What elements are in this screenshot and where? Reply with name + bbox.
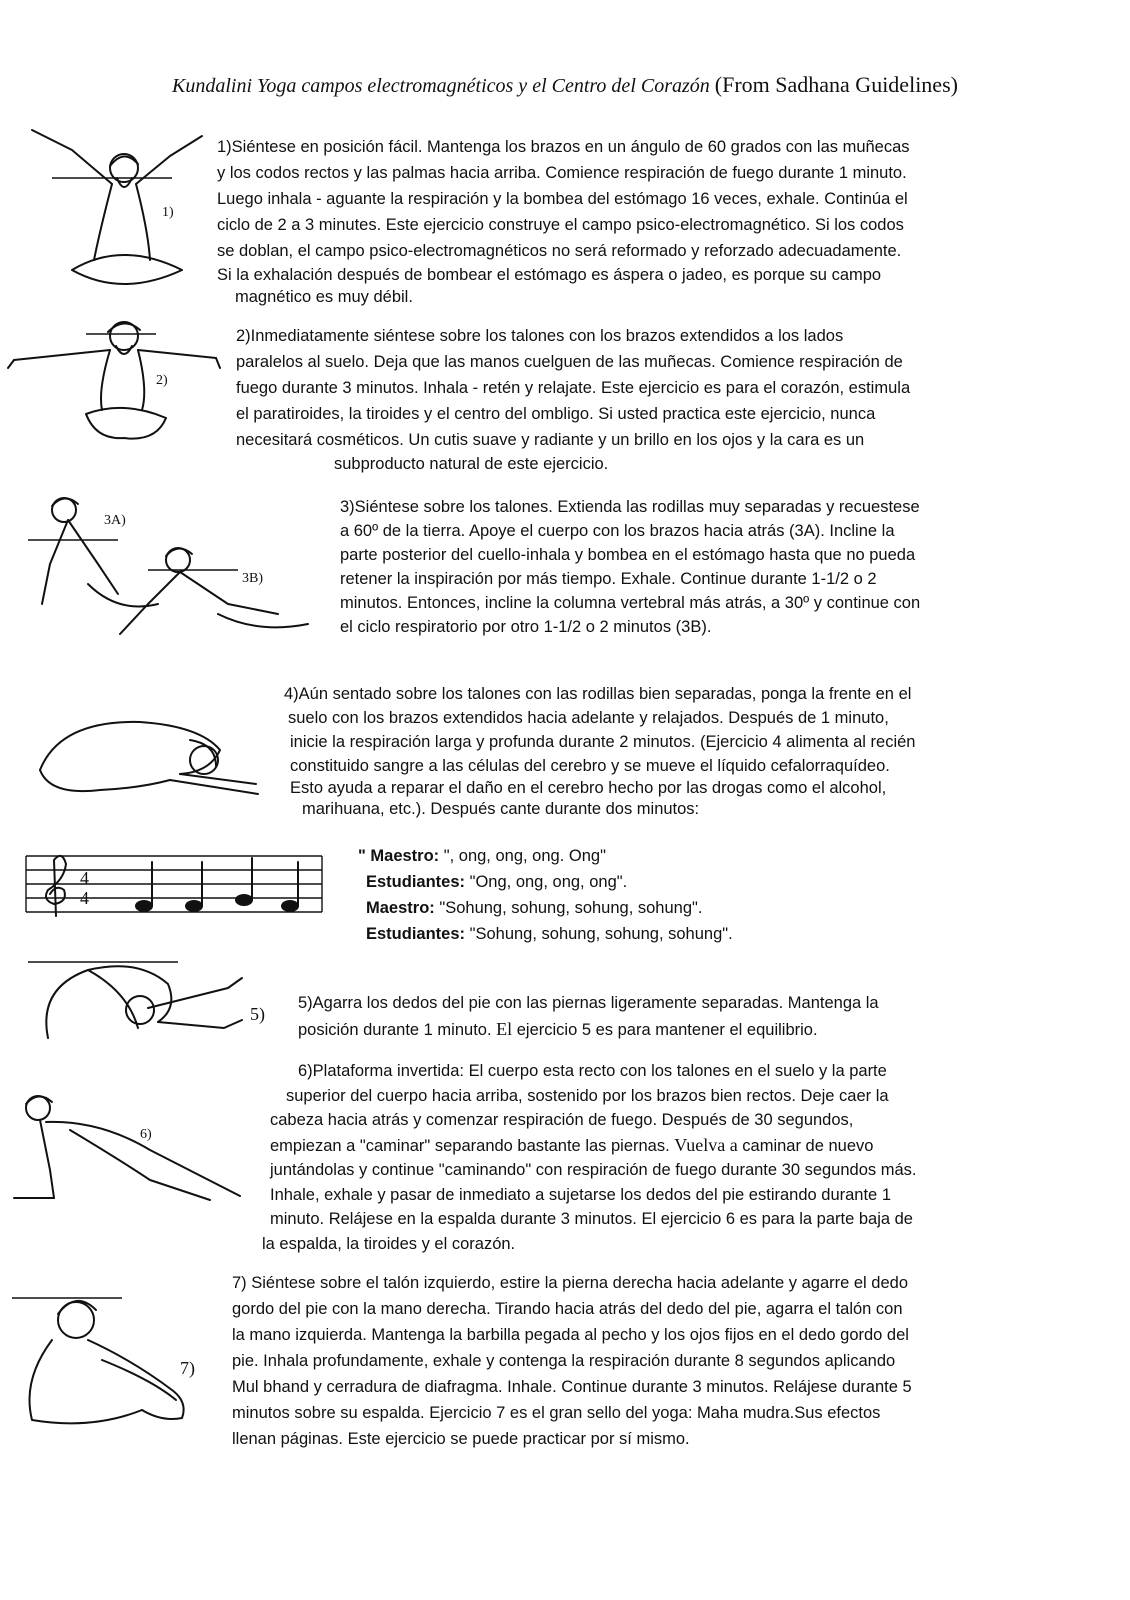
figure-3b-label: 3B) (242, 571, 263, 586)
exercise-6-serif-segment: Vuelva a (674, 1134, 738, 1155)
chant-text: "Sohung, sohung, sohung, sohung". (465, 925, 733, 943)
exercise-6-line: cabeza hacia atrás y comenzar respiración de fuego. Después de 30 segundos, (270, 1111, 854, 1129)
title-source: (From Sadhana Guidelines) (714, 72, 958, 97)
exercise-4-text (284, 682, 916, 820)
exercise-3-line: el ciclo respiratorio por otro 1-1/2 o 2 minutos (3B). (340, 618, 712, 636)
exercise-5-line: posición durante 1 minuto. El ejercicio 5 es para mantener el equilibrio. (298, 1019, 818, 1039)
exercise-6-line: 6)Plataforma invertida: El cuerpo esta recto con los talones en el suelo y la parte (298, 1062, 887, 1080)
exercise-7-line: la mano izquierda. Mantenga la barbilla pegada al pecho y los ojos fijos en el dedo gordo del (232, 1326, 909, 1344)
exercise-1-line: Si la exhalación después de bombear el estómago es áspera o jadeo, es porque su campo (217, 266, 882, 284)
chant-text: "Ong, ong, ong, ong". (465, 873, 628, 891)
music-staff (22, 846, 332, 926)
exercise-7-line: gordo del pie con la mano derecha. Tirando hacia atrás del dedo del pie, agarra el talón con (232, 1300, 903, 1318)
exercise-1-text (217, 134, 910, 308)
figure-6-illustration (10, 1080, 250, 1210)
chant-line (358, 895, 733, 921)
exercise-5-segment: posición durante 1 minuto. (298, 1021, 492, 1039)
chant-text: "Sohung, sohung, sohung, sohung". (434, 899, 703, 917)
figure-6-label: 6) (140, 1127, 152, 1142)
exercise-7-line: Mul bhand y cerradura de diafragma. Inhale. Continue durante 3 minutos. Relájese durante 5 (232, 1378, 912, 1396)
chant-line (358, 843, 733, 869)
exercise-3-text (340, 495, 920, 639)
exercise-4-line: Esto ayuda a reparar el daño en el cerebro hecho por las drogas como el alcohol, (290, 779, 887, 797)
chant-role: Estudiantes: (366, 925, 466, 943)
chant-text: ", ong, ong, ong. Ong" (439, 847, 606, 865)
exercise-6-segment: caminar de nuevo (742, 1136, 874, 1155)
exercise-5-text (298, 990, 879, 1043)
figure-5-label: 5) (250, 1004, 265, 1024)
exercise-5-line: 5)Agarra los dedos del pie con las piernas ligeramente separadas. Mantenga la (298, 994, 879, 1012)
exercise-6-text (262, 1059, 916, 1256)
svg-text:4: 4 (80, 888, 89, 908)
exercise-2-line: necesitará cosméticos. Un cutis suave y radiante y un brillo en los ojos y la cara es un (236, 431, 865, 449)
svg-text:4: 4 (80, 868, 89, 888)
figure-7-illustration (12, 1280, 212, 1440)
exercise-4-line: suelo con los brazos extendidos hacia adelante y relajados. Después de 1 minuto, (288, 709, 889, 727)
chant-line (358, 869, 733, 895)
exercise-7-line: pie. Inhala profundamente, exhale y contenga la respiración durante 8 segundos aplicando (232, 1352, 896, 1370)
chant-role: " Maestro: (358, 847, 440, 865)
exercise-4-line: marihuana, etc.). Después cante durante dos minutos: (302, 800, 700, 818)
title-main: Kundalini Yoga campos electromagnéticos y el Centro del Corazón (172, 75, 710, 97)
exercise-1-line: se doblan, el campo psico-electromagnéticos no será reformado y reforzado adecuadamente. (217, 242, 902, 260)
exercise-3-line: retener la inspiración por más tiempo. Exhale. Continue durante 1-1/2 o 2 (340, 570, 877, 588)
exercise-1-line: ciclo de 2 a 3 minutes. Este ejercicio construye el campo psico-electromagnético. Si los codos (217, 216, 904, 234)
exercise-1-line: y los codos rectos y las palmas hacia arriba. Comience respiración de fuego durante 1 minuto. (217, 164, 907, 182)
exercise-2-text (236, 323, 910, 475)
chant-line (358, 921, 733, 947)
exercise-1-line: Luego inhala - aguante la respiración y la bombea del estómago 16 veces, exhale. Continúa el (217, 190, 908, 208)
exercise-1-line: magnético es muy débil. (235, 288, 413, 306)
exercise-7-text (232, 1270, 912, 1452)
figure-3-illustration (28, 484, 328, 654)
exercise-6-line: Inhale, exhale y pasar de inmediato a sujetarse los dedos del pie estirando durante 1 (270, 1185, 891, 1204)
figure-5-illustration (28, 948, 278, 1068)
figure-2-label: 2) (156, 373, 168, 388)
exercise-2-line: el paratiroides, la tiroides y el centro del ombligo. Si usted practica este ejercicio, nunca (236, 405, 876, 423)
exercise-7-line: minutos sobre su espalda. Ejercicio 7 es el gran sello del yoga: Maha mudra.Sus efectos (232, 1404, 881, 1422)
figure-4-illustration (20, 700, 270, 810)
figure-1-illustration (12, 120, 212, 300)
page-title (0, 72, 1130, 98)
exercise-4-line: constituido sangre a las células del cerebro y se mueve el líquido cefalorraquídeo. (290, 757, 890, 775)
figure-1-label: 1) (162, 205, 174, 220)
exercise-3-line: parte posterior del cuello-inhala y bombea en el estómago hasta que no pueda (340, 546, 916, 564)
exercise-6-line: la espalda, la tiroides y el corazón. (262, 1234, 516, 1253)
exercise-2-line: fuego durante 3 minutos. Inhala - retén y relajate. Este ejercicio es para el corazón, estimula (236, 379, 911, 397)
figure-7-label: 7) (180, 1358, 195, 1378)
exercise-6-line (262, 1133, 916, 1159)
exercise-3-line: minutos. Entonces, incline la columna vertebral más atrás, a 30º y continue con (340, 594, 921, 612)
exercise-6-line: superior del cuerpo hacia arriba, sostenido por los brazos bien rectos. Deje caer la (286, 1086, 889, 1105)
chant-role: Maestro: (366, 899, 435, 917)
chant-block (358, 843, 733, 947)
exercise-3-line: 3)Siéntese sobre los talones. Extienda las rodillas muy separadas y recuestese (340, 498, 920, 516)
exercise-6-line: juntándolas y continue "caminando" con respiración de fuego durante 30 segundos más. (270, 1161, 917, 1179)
exercise-6-segment: empiezan a "caminar" separando bastante las piernas. (270, 1136, 670, 1155)
exercise-1-line: 1)Siéntese en posición fácil. Mantenga los brazos en un ángulo de 60 grados con las muñecas (217, 138, 910, 156)
exercise-4-line: 4)Aún sentado sobre los talones con las rodillas bien separadas, ponga la frente en el (284, 685, 912, 703)
exercise-7-line: 7) Siéntese sobre el talón izquierdo, estire la pierna derecha hacia adelante y agarre el dedo (232, 1274, 909, 1292)
exercise-2-line: 2)Inmediatamente siéntese sobre los talones con los brazos extendidos a los lados (236, 327, 844, 345)
figure-2-illustration (6, 310, 226, 450)
figure-3a-label: 3A) (104, 513, 126, 528)
exercise-7-line: llenan páginas. Este ejercicio se puede practicar por sí mismo. (232, 1430, 690, 1448)
exercise-6-line: minuto. Relájese en la espalda durante 3 minutos. El ejercicio 6 es para la parte baja de (270, 1210, 913, 1228)
exercise-3-line: a 60º de la tierra. Apoye el cuerpo con los brazos hacia atrás (3A). Incline la (340, 522, 895, 540)
exercise-2-line: subproducto natural de este ejercicio. (334, 455, 609, 473)
exercise-4-line: inicie la respiración larga y profunda durante 2 minutos. (Ejercicio 4 alimenta al recién (290, 733, 916, 751)
chant-role: Estudiantes: (366, 873, 466, 891)
exercise-2-line: paralelos al suelo. Deja que las manos cuelguen de las muñecas. Comience respiración de (236, 353, 903, 371)
